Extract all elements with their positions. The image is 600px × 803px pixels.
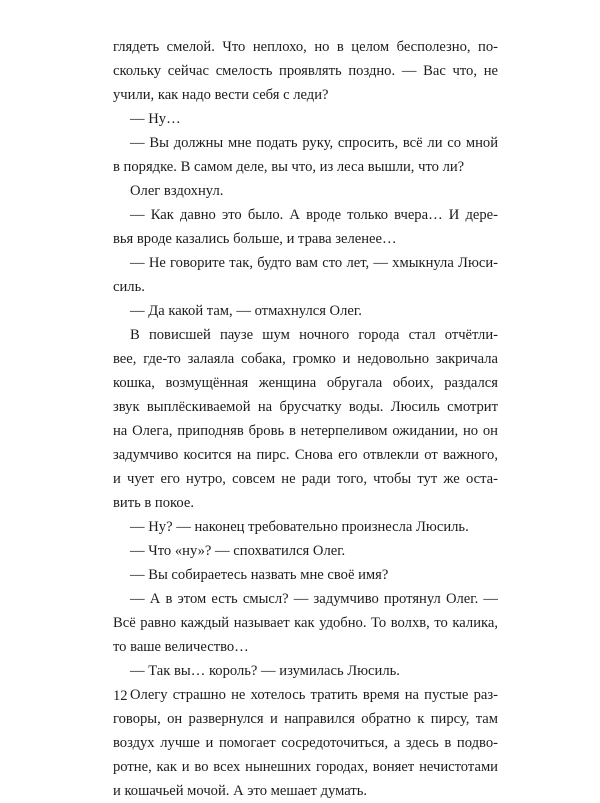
text-line: В повисшей паузе шум ночного города стал отчётли- <box>130 327 498 343</box>
text-line: Олег вздохнул. <box>130 183 224 199</box>
text-line: вить в покое. <box>113 495 194 511</box>
text-line: задумчиво косится на пирс. Снова его отвлекли от важного, <box>113 447 498 463</box>
text-line: — Так вы… король? — изумилась Люсиль. <box>130 663 400 679</box>
text-line: скольку сейчас смелость проявлять поздно. — Вас что, не <box>113 63 498 79</box>
page-number: 12 <box>113 688 128 704</box>
text-line: — Что «ну»? — спохватился Олег. <box>130 543 346 559</box>
text-line: говоры, он развернулся и направился обратно к пирсу, там <box>113 711 498 727</box>
text-line: силь. <box>113 279 145 295</box>
text-line: — А в этом есть смысл? — задумчиво протянул Олег. — <box>130 591 498 607</box>
text-line: и чует его нутро, совсем не ради того, чтобы тут же оста- <box>113 471 498 487</box>
text-line: — Не говорите так, будто вам сто лет, — хмыкнула Люси- <box>130 255 498 271</box>
text-line: вее, где-то залаяла собака, громко и недовольно закричала <box>113 351 498 367</box>
text-line: ротне, как и во всех нынешних городах, воняет нечистотами <box>113 759 498 775</box>
text-line: вья вроде казались больше, и трава зеленее… <box>113 231 397 247</box>
text-line: — Да какой там, — отмахнулся Олег. <box>130 303 362 319</box>
page-text <box>113 35 498 803</box>
text-line: — Как давно это было. А вроде только вчера… И дере- <box>130 207 498 223</box>
text-line: учили, как надо вести себя с леди? <box>113 87 329 103</box>
text-line: — Ну? — наконец требовательно произнесла Люсиль. <box>130 519 469 535</box>
text-line: на Олега, приподняв бровь в нетерпеливом ожидании, но он <box>113 423 498 439</box>
text-line: то ваше величество… <box>113 639 249 655</box>
text-line: глядеть смелой. Что неплохо, но в целом бесполезно, по- <box>113 39 498 55</box>
text-line: звук выплёскиваемой на брусчатку воды. Люсиль смотрит <box>113 399 498 415</box>
text-line: и кошачьей мочой. А это мешает думать. <box>113 783 368 799</box>
text-line: — Ну… <box>130 111 181 127</box>
text-line: воздух лучше и помогает сосредоточиться, а здесь в подво- <box>113 735 498 751</box>
text-line: — Вы собираетесь назвать мне своё имя? <box>130 567 389 583</box>
text-line: кошка, возмущённая женщина обругала обоих, раздался <box>113 375 498 391</box>
text-line: Всё равно каждый называет как удобно. То волхв, то калика, <box>113 615 498 631</box>
text-line: — Вы должны мне подать руку, спросить, всё ли со мной <box>130 135 498 151</box>
text-line: в порядке. В самом деле, вы что, из леса вышли, что ли? <box>113 159 465 175</box>
text-line: Олегу страшно не хотелось тратить время на пустые раз- <box>130 687 498 703</box>
